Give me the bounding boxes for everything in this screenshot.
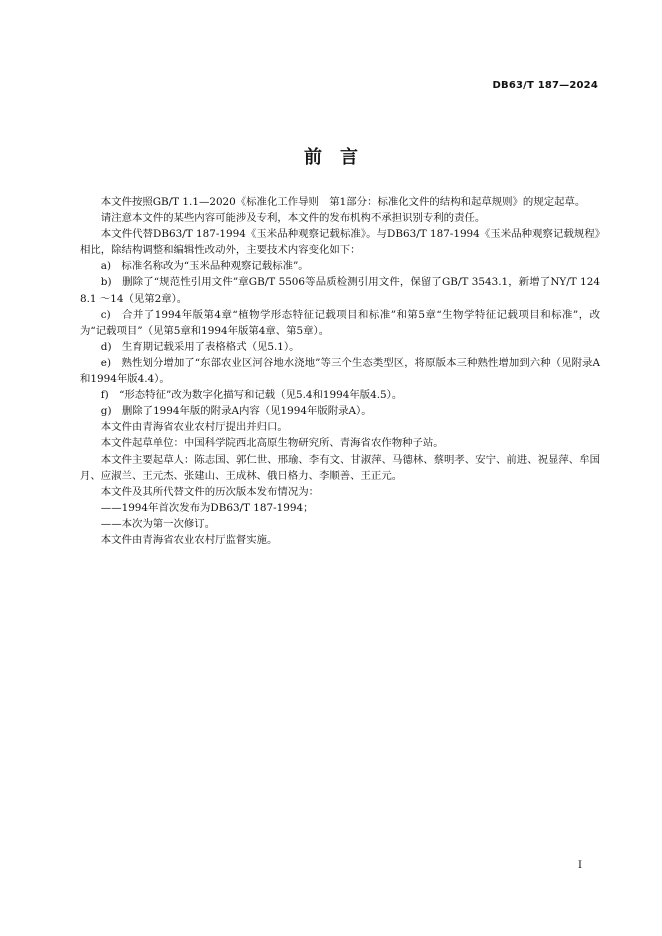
change-item-e: e) 熟性划分增加了“东部农业区河谷地水浇地”等三个生态类型区，将原版本三种熟性增加到六种（见附录A和1994年版4.4）。: [80, 356, 600, 386]
change-item-d: d) 生育期记载采用了表格格式（见5.1）。: [100, 340, 300, 353]
paragraph-replacement: 本文件代替DB63/T 187-1994《玉米品种观察记载标准》。与DB63/T 187-1994《玉米品种观察记载规程》相比，除结构调整和编辑性改动外，主要技术内容变化如下：: [80, 228, 600, 257]
paragraph-drafters: 本文件主要起草人：陈志国、郭仁世、邢瑜、李有文、甘淑萍、马德林、蔡明孝、安宁、前进、祝显萍、牟国月、应淑兰、王元杰、张建山、王成林、俄日格力、李顺善、王正元。: [80, 453, 600, 482]
history-item-1994: ——1994年首次发布为DB63/T 187-1994；: [100, 501, 314, 514]
change-item-g: g) 删除了1994年版的附录A内容（见1994年版附录A）。: [100, 405, 372, 418]
page-number: I: [578, 860, 582, 871]
document-body: [80, 194, 600, 548]
paragraph-drafting-units: 本文件起草单位：中国科学院西北高原生物研究所、青海省农作物种子站。: [100, 437, 444, 450]
paragraph-drafting-basis: 本文件按照GB/T 1.1—2020《标准化工作导则 第1部分：标准化文件的结构和起草规则》的规定起草。: [100, 196, 586, 208]
paragraph-patent-notice: 请注意本文件的某些内容可能涉及专利，本文件的发布机构不承担识别专利的责任。: [100, 212, 486, 225]
change-item-a: a) 标准名称改为“玉米品种观察记载标准”。: [100, 260, 309, 273]
change-item-f: f) “形态特征”改为数字化描写和记载（见5.4和1994年版4.5）。: [100, 389, 403, 402]
history-item-revision: ——本次为第一次修订。: [100, 517, 216, 530]
paragraph-proposer: 本文件由青海省农业农村厅提出并归口。: [100, 421, 288, 434]
paragraph-supervision: 本文件由青海省农业农村厅监督实施。: [100, 533, 278, 546]
paragraph-history-intro: 本文件及其所代替文件的历次版本发布情况为：: [100, 485, 319, 498]
standard-code: DB63/T 187—2024: [492, 80, 598, 91]
change-item-c: c) 合并了1994年版第4章“植物学形态特征记载项目和标准”和第5章“生物学特征记载项目和标准”，改为“记载项目”（见第5章和1994年版第4章、第5章）。: [80, 308, 600, 337]
page-title: 前 言: [304, 147, 358, 168]
change-item-b: b) 删除了“规范性引用文件”章GB/T 5506等品质检测引用文件，保留了GB/T 3543.1，新增了NY/T 1248.1 ～14（见第2章）。: [80, 276, 600, 305]
